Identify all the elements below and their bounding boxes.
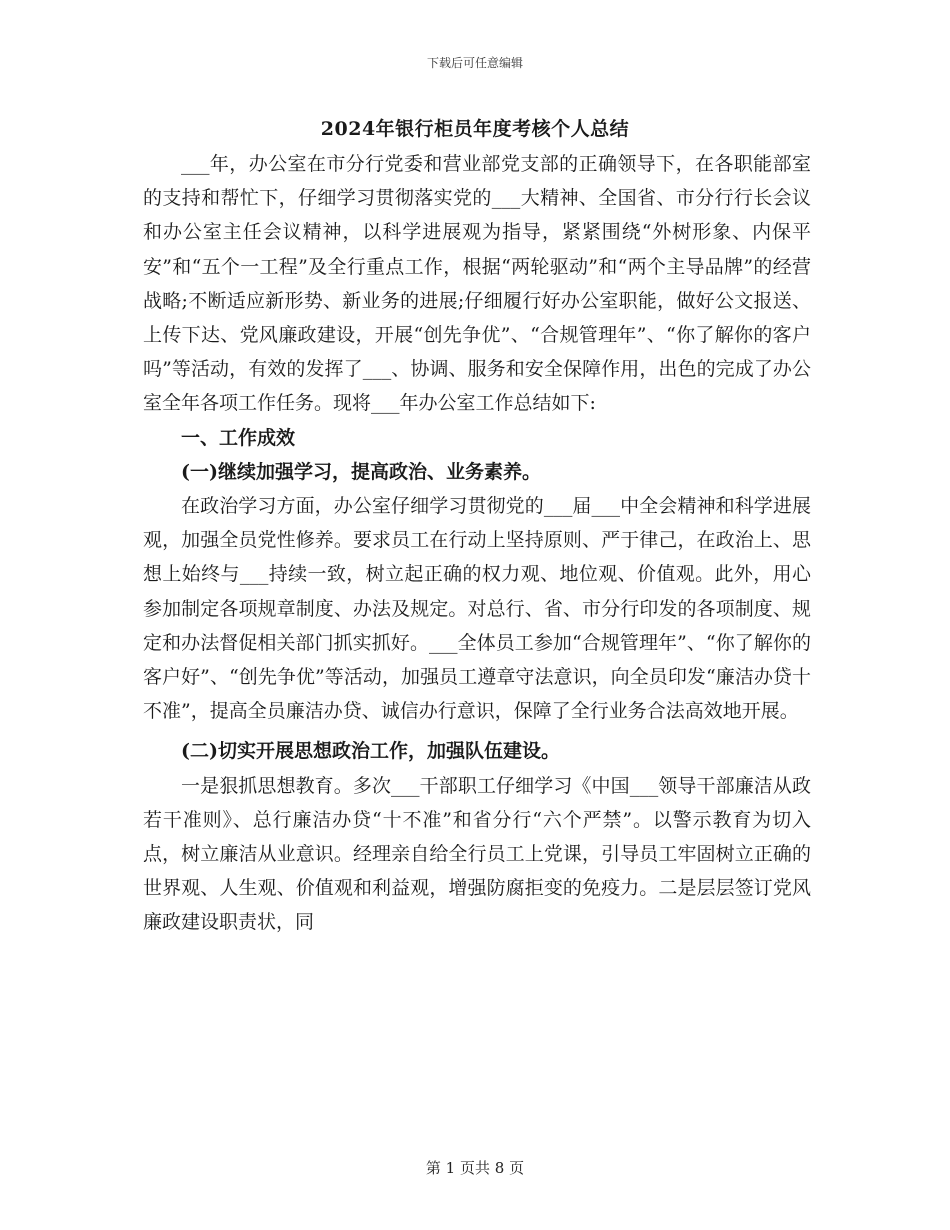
subsection-heading: (一)继续加强学习，提高政治、业务素养。 <box>181 460 541 483</box>
page-total: 8 <box>494 1159 505 1177</box>
document-body <box>143 147 811 940</box>
document-title: 2024年银行柜员年度考核个人总结 <box>320 118 630 140</box>
page-middle: 页共 <box>459 1159 490 1177</box>
page-number: 1 <box>445 1159 456 1177</box>
page-prefix: 第 <box>425 1159 441 1177</box>
section-heading: 一、工作成效 <box>181 426 296 449</box>
header-note: 下载后可任意编辑 <box>426 56 523 70</box>
page-footer <box>0 1157 950 1178</box>
subsection-heading: (二)切实开展思想政治工作，加强队伍建设。 <box>181 740 560 763</box>
page-suffix: 页 <box>509 1159 525 1177</box>
paragraph-intro: ___年，办公室在市分行党委和营业部党支部的正确领导下，在各职能部室的支持和帮忙下，仔细学习贯彻落实党的___大精神、全国省、市分行行长会议和办公室主任会议精神，以科学进展观为指导，紧紧围绕“外树形象、内保平安”和“五个一工程”及全行重点工作，根据“两轮驱动”和“两个主导品牌”的经营战略;不断适应新形势、新业务的进展;仔细履行好办公室职能，做好公文报送、上传下达、党风廉政建设，开展“创先争优”、“合规管理年”、“你了解你的客户吗”等活动，有效的发挥了___、协调、服务和安全保障作用，出色的完成了办公室全年各项工作任务。现将___年办公室工作总结如下: <box>143 153 811 415</box>
paragraph-ideological-education: 一是狠抓思想教育。多次___干部职工仔细学习《中国___领导干部廉洁从政若干准则》、总行廉洁办贷“十不准”和省分行“六个严禁”。以警示教育为切入点，树立廉洁从业意识。经理亲自给全行员工上党课，引导员工牢固树立正确的世界观、人生观、价值观和利益观，增强防腐拒变的免疫力。二是层层签订党风廉政建设职责状，同 <box>143 774 811 934</box>
paragraph-political-study: 在政治学习方面，办公室仔细学习贯彻党的___届___中全会精神和科学进展观，加强全员党性修养。要求员工在行动上坚持原则、严于律己，在政治上、思想上始终与___持续一致，树立起正确的权力观、地位观、价值观。此外，用心参加制定各项规章制度、办法及规定。对总行、省、市分行印发的各项制度、规定和办法督促相关部门抓实抓好。___全体员工参加“合规管理年”、“你了解你的客户好”、“创先争优”等活动，加强员工遵章守法意识，向全员印发“廉洁办贷十不准”，提高全员廉洁办贷、诚信办行意识，保障了全行业务合法高效地开展。 <box>143 495 811 723</box>
